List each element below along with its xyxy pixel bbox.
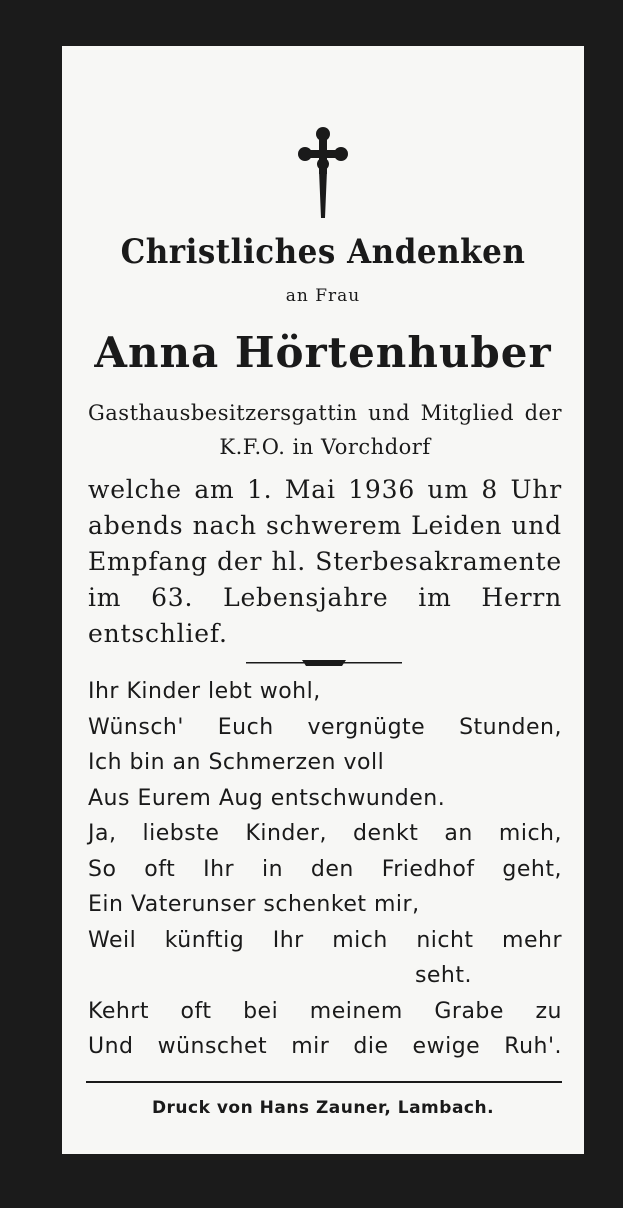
poem-line: Aus Eurem Aug entschwunden.: [88, 785, 446, 811]
printer-imprint: Druck von Hans Zauner, Lambach.: [151, 1098, 495, 1118]
poem-line: Ja, liebste Kinder, denkt an mich,: [88, 821, 562, 846]
deceased-name: Anna Hörtenhuber: [94, 328, 552, 377]
card-paper: [62, 46, 584, 1154]
poem-line: Und wünschet mir die ewige Ruh'.: [88, 1034, 562, 1059]
poem-line: Kehrt oft bei meinem Grabe zu: [88, 998, 562, 1024]
card-title: Christliches Andenken: [120, 232, 526, 272]
cross-icon: [297, 126, 349, 218]
farewell-poem: [88, 674, 562, 1065]
poem-line: Ein Vaterunser schenket mir,: [88, 892, 420, 917]
ornamental-divider: [246, 659, 402, 667]
death-notice-text: welche am 1. Mai 1936 um 8 Uhr abends nach schwerem Leiden und Empfang der hl. Sterbesakramente im 63. Lebensjahre im Herrn entschlief.: [88, 475, 562, 648]
footer-rule: [86, 1081, 562, 1083]
poem-line: So oft Ihr in den Friedhof geht,: [88, 856, 562, 882]
poem-line: Ich bin an Schmerzen voll: [88, 750, 385, 775]
deceased-description: Gasthausbesitzersgattin und Mitglied der K.F.O. in Vorchdorf: [88, 401, 562, 459]
poem-line: Wünsch' Euch vergnügte Stunden,: [88, 714, 562, 740]
poem-line: Weil künftig Ihr mich nicht mehr: [88, 927, 562, 953]
poem-line: seht.: [414, 963, 472, 988]
poem-line: Ihr Kinder lebt wohl,: [88, 679, 321, 704]
card-subtitle: an Frau: [285, 286, 361, 306]
